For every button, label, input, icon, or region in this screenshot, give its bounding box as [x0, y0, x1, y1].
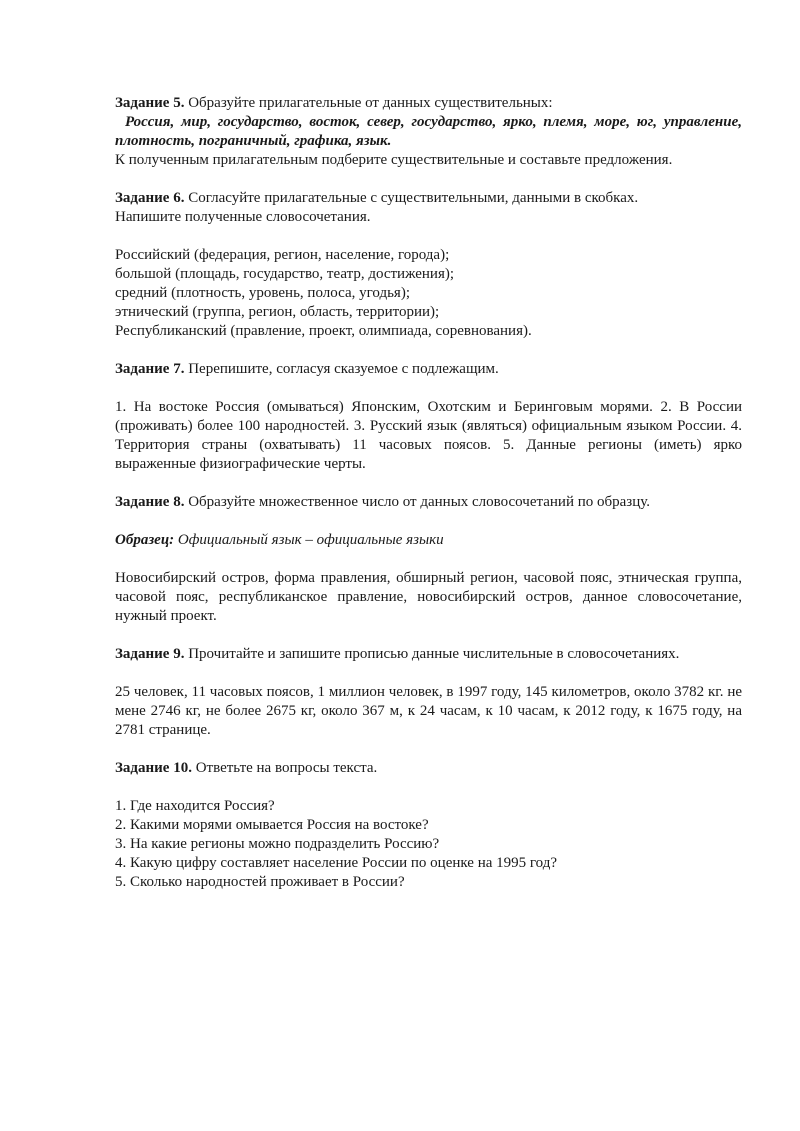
- task-6-heading: [115, 189, 742, 208]
- task-10-label: Задание 10.: [115, 760, 192, 776]
- task-7-text: Перепишите, согласуя сказуемое с подлежащим.: [184, 361, 499, 377]
- task-6-line: средний (плотность, уровень, полоса, угодья);: [115, 285, 410, 301]
- task-9-body: 25 человек, 11 часовых поясов, 1 миллион человек, в 1997 году, 145 километров, около 3782 кг. не мене 2746 кг, не более 2675 кг, около 367 м, к 24 часам, к 10 часам, к 2012 году, к 1675 году, на 2781 странице.: [115, 684, 742, 738]
- task-9-heading: [115, 645, 742, 664]
- task-7-label: Задание 7.: [115, 361, 185, 377]
- task-8-text: Образуйте множественное число от данных словосочетаний по образцу.: [184, 494, 650, 510]
- task-10-question: 4. Какую цифру составляет население России по оценке на 1995 год?: [115, 855, 558, 871]
- task-7: [115, 360, 742, 474]
- task-10-question: 2. Какими морями омывается Россия на востоке?: [115, 817, 429, 833]
- task-6-line: Республиканский (правление, проект, олимпиада, соревнования).: [115, 323, 532, 339]
- task-10: [115, 759, 742, 892]
- task-5-label: Задание 5.: [115, 95, 185, 111]
- task-6-text-2: Напишите полученные словосочетания.: [115, 209, 371, 225]
- task-7-heading: [115, 360, 742, 379]
- task-5-followup: К полученным прилагательным подберите существительные и составьте предложения.: [115, 152, 673, 168]
- task-5: [115, 94, 742, 170]
- task-8-sample-label: Образец:: [115, 532, 175, 548]
- task-6: [115, 189, 742, 341]
- task-8: [115, 493, 742, 626]
- task-8-label: Задание 8.: [115, 494, 185, 510]
- task-9-text: Прочитайте и запишите прописью данные числительные в словосочетаниях.: [184, 646, 680, 662]
- task-6-line: Российский (федерация, регион, население, города);: [115, 247, 450, 263]
- task-9-label: Задание 9.: [115, 646, 185, 662]
- task-10-text: Ответьте на вопросы текста.: [191, 760, 378, 776]
- task-6-line: большой (площадь, государство, театр, достижения);: [115, 266, 455, 282]
- task-8-body: Новосибирский остров, форма правления, обширный регион, часовой пояс, этническая группа, часовой пояс, республиканское правление, новосибирский остров, данное словосочетание, нужный проект.: [115, 570, 742, 624]
- task-6-text: Согласуйте прилагательные с существительными, данными в скобках.: [184, 190, 639, 206]
- task-5-text: Образуйте прилагательные от данных существительных:: [184, 95, 553, 111]
- document-page: [115, 94, 742, 892]
- task-5-words: Россия, мир, государство, восток, север, государство, ярко, племя, море, юг, управление, плотность, пограничный, графика, язык.: [115, 114, 742, 149]
- task-10-question: 3. На какие регионы можно подразделить Россию?: [115, 836, 440, 852]
- task-10-heading: [115, 759, 742, 778]
- task-8-sample: [115, 531, 742, 550]
- task-9: [115, 645, 742, 740]
- task-5-heading: [115, 94, 742, 113]
- task-7-body: 1. На востоке Россия (омываться) Японским, Охотским и Беринговым морями. 2. В России (проживать) более 100 народностей. 3. Русский язык (являться) официальным языком России. 4. Территория страны (охватывать) 11 часовых поясов. 5. Данные регионы (иметь) ярко выраженные физиографические черты.: [115, 399, 742, 472]
- task-6-line: этнический (группа, регион, область, территории);: [115, 304, 440, 320]
- task-8-heading: [115, 493, 742, 512]
- task-6-label: Задание 6.: [115, 190, 185, 206]
- task-10-question: 1. Где находится Россия?: [115, 798, 275, 814]
- task-8-sample-text: Официальный язык – официальные языки: [174, 532, 444, 548]
- task-10-question: 5. Сколько народностей проживает в России?: [115, 874, 405, 890]
